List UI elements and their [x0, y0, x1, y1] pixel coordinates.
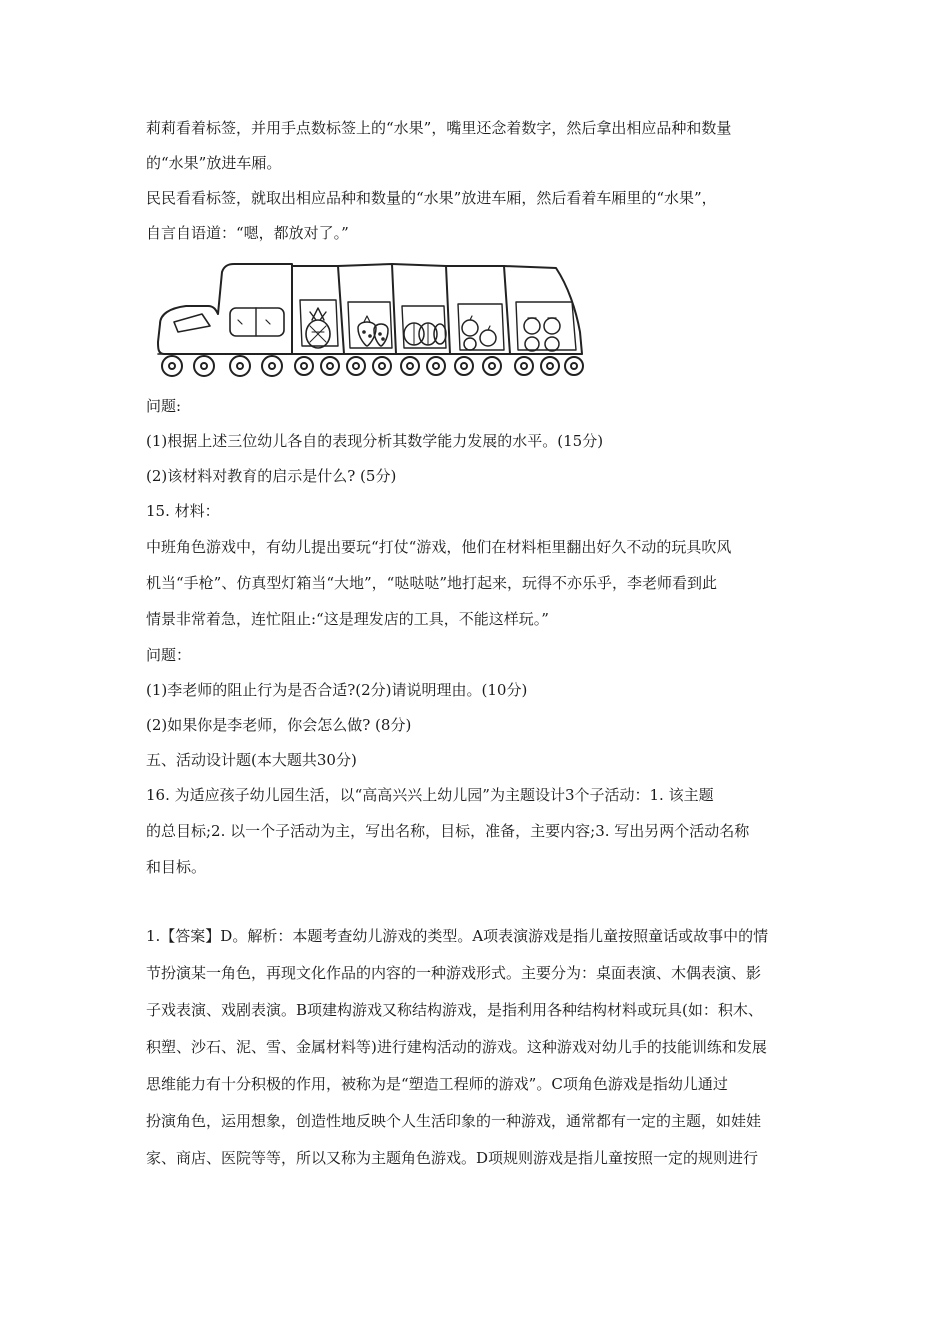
answer-line: 子戏表演、戏剧表演。B项建构游戏又称结构游戏，是指利用各种结构材料或玩具(如：积木、	[146, 1001, 763, 1019]
answer-line: 思维能力有十分积极的作用，被称为是“塑造工程师的游戏”。C项角色游戏是指幼儿通过	[146, 1075, 728, 1093]
question-line: 16. 为适应孩子幼儿园生活，以“高高兴兴上幼儿园”为主题设计3个子活动：1. 该主题	[146, 786, 714, 804]
material-line: 自言自语道：“嗯，都放对了。”	[146, 224, 349, 242]
section-heading: 五、活动设计题(本大题共30分)	[146, 751, 357, 769]
train-illustration	[152, 262, 592, 390]
material-line: 莉莉看着标签，并用手点数标签上的“水果”，嘴里还念着数字，然后拿出相应品种和数量	[146, 119, 732, 137]
question-line: 的总目标;2. 以一个子活动为主，写出名称，目标，准备，主要内容;3. 写出另两个活动名称	[146, 822, 750, 840]
answer-line: 节扮演某一角色，再现文化作品的内容的一种游戏形式。主要分为：桌面表演、木偶表演、影	[146, 964, 762, 982]
material-line: 情景非常着急，连忙阻止:“这是理发店的工具，不能这样玩。”	[146, 610, 549, 628]
question-item: (2)该材料对教育的启示是什么? (5分)	[146, 467, 397, 485]
question-item: (1)根据上述三位幼儿各自的表现分析其数学能力发展的水平。(15分)	[146, 432, 604, 450]
question-line: 和目标。	[146, 858, 207, 876]
answer-line: 积塑、沙石、泥、雪、金属材料等)进行建构活动的游戏。这种游戏对幼儿手的技能训练和发展	[146, 1038, 767, 1056]
answer-line: 1.【答案】D。解析：本题考查幼儿游戏的类型。A项表演游戏是指儿童按照童话或故事中的情	[146, 927, 769, 945]
answer-line: 家、商店、医院等等，所以又称为主题角色游戏。D项规则游戏是指儿童按照一定的规则进行	[146, 1149, 759, 1167]
question-label: 问题：	[146, 646, 192, 664]
material-line: 机当“手枪”、仿真型灯箱当“大地”，“哒哒哒”地打起来，玩得不亦乐乎，李老师看到此	[146, 574, 718, 592]
question-item: (1)李老师的阻止行为是否合适?(2分)请说明理由。(10分)	[146, 681, 528, 699]
material-line: 的“水果”放进车厢。	[146, 154, 282, 172]
material-line: 民民看看标签，就取出相应品种和数量的“水果”放进车厢，然后看着车厢里的“水果”，	[146, 189, 717, 207]
question-heading: 15. 材料：	[146, 502, 220, 520]
material-line: 中班角色游戏中，有幼儿提出要玩“打仗“游戏，他们在材料柜里翻出好久不动的玩具吹风	[146, 538, 732, 556]
question-label: 问题:	[146, 397, 182, 415]
question-item: (2)如果你是李老师，你会怎么做? (8分)	[146, 716, 412, 734]
answer-line: 扮演角色，运用想象，创造性地反映个人生活印象的一种游戏，通常都有一定的主题，如娃娃	[146, 1112, 762, 1130]
